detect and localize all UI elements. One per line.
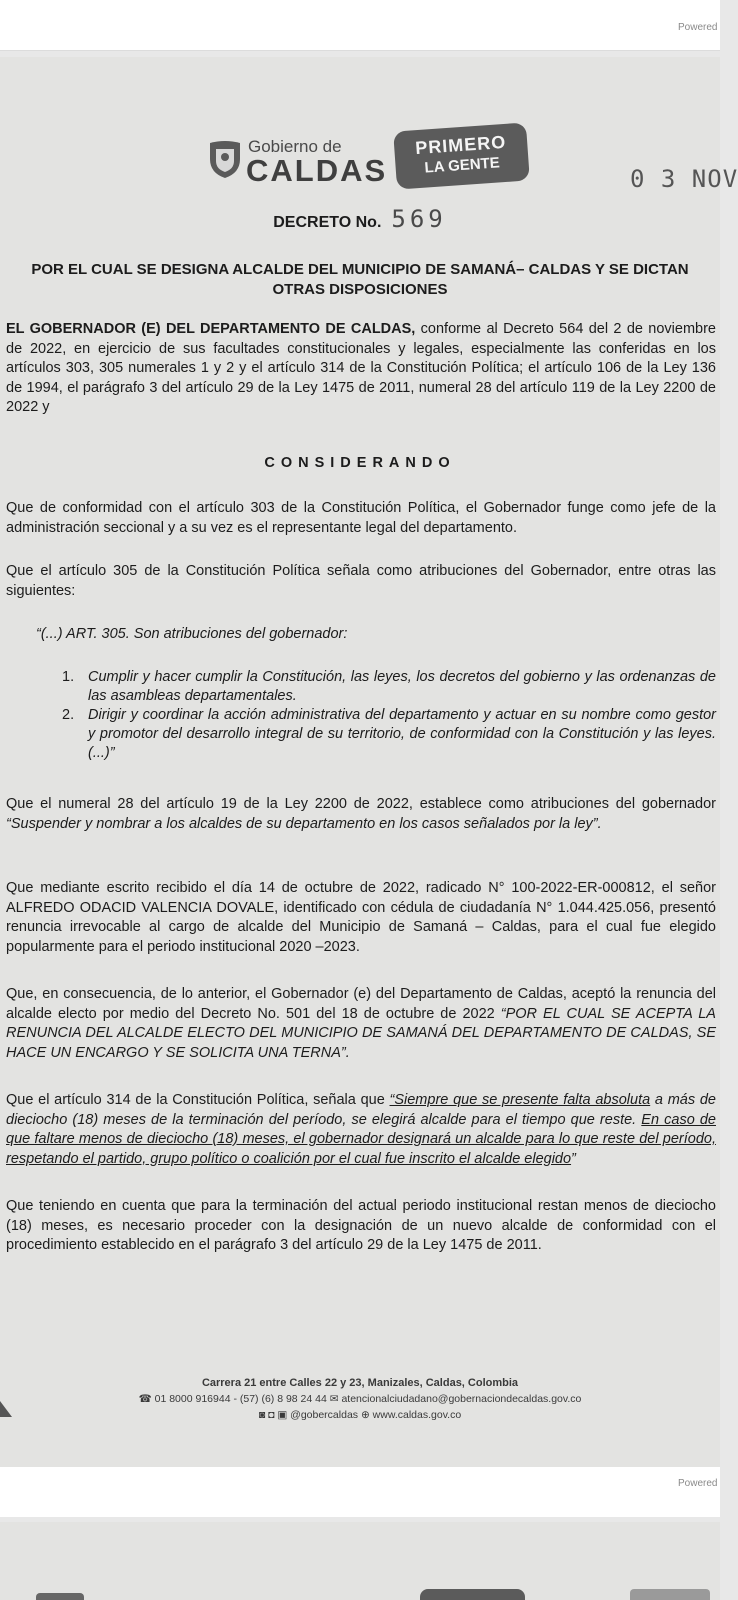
caldas-shield-icon <box>208 139 242 179</box>
paragraph-6-quote-end: ” <box>571 1150 576 1167</box>
list-item-text: Dirigir y coordinar la acción administrativa del departamento y actuar en su nombre como gestor y promotor del desarrollo integral de su territorio, de conformidad con la Constitución y las leyes. (...)” <box>88 707 716 761</box>
footer-address: Carrera 21 entre Calles 22 y 23, Manizales, Caldas, Colombia <box>201 1377 519 1389</box>
paragraph-5-quote: “POR EL CUAL SE ACEPTA LA RENUNCIA DEL ALCALDE ELECTO DEL MUNICIPIO DE SAMANÁ DEL DEPARTAMENTO DE CALDAS, SE HACE UN ENCARGO Y SE SOLICITA UNA TERNA”. <box>6 1005 716 1061</box>
quote-intro: “(...) ART. 305. Son atribuciones del gobernador: <box>36 626 348 642</box>
document-title: POR EL CUAL SE DESIGNA ALCALDE DEL MUNICIPIO DE SAMANÁ– CALDAS Y SE DICTAN OTRAS DISPOSICIONES <box>31 261 689 298</box>
paragraph-2: Que el artículo 305 de la Constitución Política señala como atribuciones del Gobernador, entre otras las siguientes: <box>6 563 716 599</box>
preamble-text: conforme al Decreto 564 del 2 de noviembre de 2022, en ejercicio de sus facultades constitucionales y legales, especialmente las conferidas en los artículos 303, 305 numerales 1 y 2 y el artículo 314 de la Constitución Política; el artículo 106 de la Ley 136 de 1994, el parágrafo 3 del artículo 29 de la Ley 1475 de 2011, numeral 28 del artículo 119 de la Ley 2200 de 2022 y <box>6 321 716 415</box>
paragraph-5-text: Que, en consecuencia, de lo anterior, el Gobernador (e) del Departamento de Caldas, aceptó la renuncia del alcalde electo por medio del Decreto No. 501 del 18 de octubre de 2022 <box>6 986 716 1022</box>
decreto-heading <box>0 205 720 233</box>
paragraph-6-quote-c: En caso de que faltare menos de dieciocho (18) meses, el gobernador designará un alcalde para lo que reste del período, respetando el partido, grupo político o coalición por el cual fue inscrito el alcalde elegido <box>6 1111 716 1167</box>
preamble-bold: EL GOBERNADOR (E) DEL DEPARTAMENTO DE CALDAS, <box>6 321 416 337</box>
decreto-number: 569 <box>391 205 447 233</box>
paragraph-3-text: Que el numeral 28 del artículo 19 de la Ley 2200 de 2022, establece como atribuciones del gobernador <box>6 796 716 812</box>
paragraph-5 <box>6 985 716 1063</box>
footer-social: ◙ ◘ ▣ @gobercaldas ⊕ www.caldas.gov.co <box>258 1409 462 1421</box>
powered-by-label-2: Powered <box>678 1478 718 1489</box>
preamble-paragraph <box>6 320 716 418</box>
list-item-number: 1. <box>62 669 75 685</box>
article-list <box>62 668 716 763</box>
logo-top-text: Gobierno de <box>248 137 342 156</box>
paragraph-6-quote-b: a más de dieciocho (18) meses de la terminación del período, se elegirá alcalde para el tiempo que reste. <box>6 1092 716 1128</box>
next-page-preview[interactable] <box>0 1522 720 1600</box>
document-page <box>0 57 738 1467</box>
badge-line2: LA GENTE <box>424 154 501 177</box>
badge-line1: PRIMERO <box>414 131 507 159</box>
list-item <box>62 706 716 763</box>
list-item-number: 2. <box>62 707 75 723</box>
paragraph-6-quote-a: “Siempre que se presente falta absoluta <box>389 1092 651 1108</box>
next-page-badge-fragment <box>420 1589 525 1600</box>
powered-by-label: Powered <box>678 22 718 33</box>
page-separator <box>0 1467 720 1517</box>
paragraph-1: Que de conformidad con el artículo 303 de la Constitución Política, el Gobernador funge como jefe de la administración seccional y a su vez es el representante legal del departamento. <box>6 500 716 536</box>
paragraph-6-text: Que el artículo 314 de la Constitución Política, señala que <box>6 1092 390 1108</box>
viewer-top-bar <box>0 0 720 51</box>
paragraph-4: Que mediante escrito recibido el día 14 de octubre de 2022, radicado N° 100-2022-ER-000812, el señor ALFREDO ODACID VALENCIA DOVALE, identificado con cédula de ciudadanía N° 1.044.425.056, presentó renuncia irrevocable al cargo de alcalde del Municipio de Samaná – Caldas, para el cual fue elegido popularmente para el periodo institucional 2020 –2023. <box>6 880 716 955</box>
next-page-date-fragment <box>630 1589 710 1600</box>
list-item <box>62 668 716 706</box>
primero-la-gente-badge <box>393 122 530 189</box>
date-stamp: 0 3 NOV <box>630 165 738 193</box>
footer-contact: ☎ 01 8000 916944 - (57) (6) 8 98 24 44 ✉ atencionalciudadano@gobernaciondecaldas.gov.co <box>138 1393 582 1405</box>
list-item-text: Cumplir y hacer cumplir la Constitución, las leyes, los decretos del gobierno y las ordenanzas de las asambleas departamentales. <box>88 669 716 704</box>
logo-main-text: CALDAS <box>246 153 388 188</box>
decreto-label: DECRETO No. <box>273 214 382 231</box>
paragraph-3 <box>6 795 716 834</box>
considerando-heading: CONSIDERANDO <box>264 455 456 471</box>
paragraph-3-quote: “Suspender y nombrar a los alcaldes de su departamento en los casos señalados por la ley”. <box>6 815 602 832</box>
next-page-number-fragment <box>36 1593 84 1600</box>
paragraph-7: Que teniendo en cuenta que para la terminación del actual periodo institucional restan menos de dieciocho (18) meses, es necesario proceder con la designación de un nuevo alcalde de conformidad con el procedimiento establecido en el parágrafo 3 del artículo 29 de la Ley 1475 de 2011. <box>6 1198 716 1253</box>
document-footer <box>0 1375 720 1423</box>
gobierno-caldas-logo <box>208 131 538 188</box>
paragraph-6 <box>6 1091 716 1169</box>
